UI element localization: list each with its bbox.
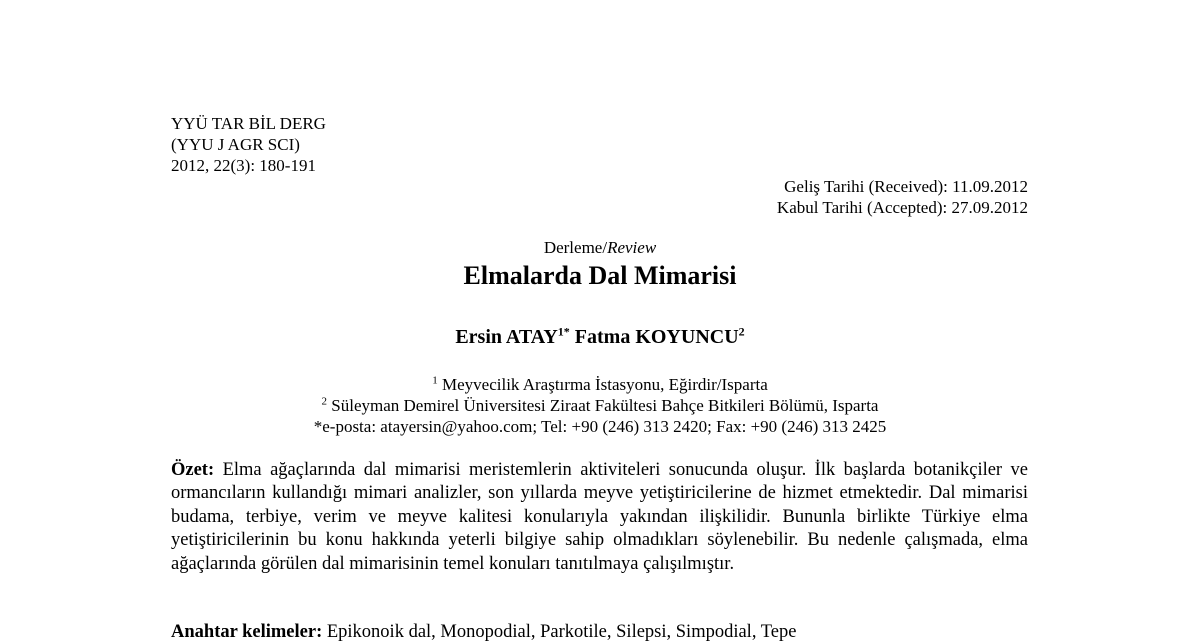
accepted-date: Kabul Tarihi (Accepted): 27.09.2012 <box>776 198 1028 217</box>
abstract-label: Özet: <box>171 460 215 480</box>
author-affiliation-mark: 2 <box>738 324 745 339</box>
affiliations <box>0 374 1200 437</box>
author-name: Ersin ATAY <box>455 326 558 348</box>
submission-dates <box>777 176 1028 218</box>
affiliation-mark: 2 <box>321 395 328 408</box>
keywords-label: Anahtar kelimeler: <box>171 622 323 642</box>
journal-name-en: (YYU J AGR SCI) <box>171 135 300 154</box>
journal-info <box>171 113 326 176</box>
keywords-text: Epikonoik dal, Monopodial, Parkotile, Silepsi, Simpodial, Tepe <box>326 622 797 642</box>
keywords <box>171 621 1028 644</box>
author-list <box>0 324 1200 350</box>
article-type-en: Review <box>607 238 657 257</box>
affiliation-line <box>0 395 1200 416</box>
contact-info: *e-posta: atayersin@yahoo.com; Tel: +90 (246) 313 2420; Fax: +90 (246) 313 2425 <box>313 417 887 436</box>
affiliation-line <box>0 374 1200 395</box>
affiliation-text: Meyvecilik Araştırma İstasyonu, Eğirdir/Isparta <box>442 375 768 394</box>
author-affiliation-mark: 1* <box>557 324 570 339</box>
abstract-text: Elma ağaçlarında dal mimarisi meristemlerin aktiviteleri sonucunda oluşur. İlk başlarda botanikçiler ve ormancıların kullandığı mimari analizler, son yıllarda meyve yetiştiricilerine de hizmet etmektedir. Dal mimarisi budama, terbiye, verim ve meyve kalitesi konularıyla yakından ilişkilidir. Bununla birlikte Türkiye elma yetiştiricilerinin bu konu hakkında yeterli bilgiye sahip olmadıkları söylenebilir. Bu nedenle çalışmada, elma ağaçlarında görülen dal mimarisinin temel konuları tanıtılmaya çalışılmıştır. <box>171 460 1029 574</box>
journal-name-tr: YYÜ TAR BİL DERG <box>171 114 326 133</box>
affiliation-text: Süleyman Demirel Üniversitesi Ziraat Fakültesi Bahçe Bitkileri Bölümü, Isparta <box>331 396 879 415</box>
abstract <box>171 459 1028 576</box>
article-type <box>0 237 1200 259</box>
article-type-tr: Derleme/ <box>543 238 608 257</box>
paper-title: Elmalarda Dal Mimarisi <box>463 261 737 290</box>
received-date: Geliş Tarihi (Received): 11.09.2012 <box>784 177 1028 196</box>
author-name: Fatma KOYUNCU <box>574 326 739 348</box>
affiliation-mark: 1 <box>432 374 438 387</box>
journal-volume: 2012, 22(3): 180-191 <box>171 156 316 175</box>
